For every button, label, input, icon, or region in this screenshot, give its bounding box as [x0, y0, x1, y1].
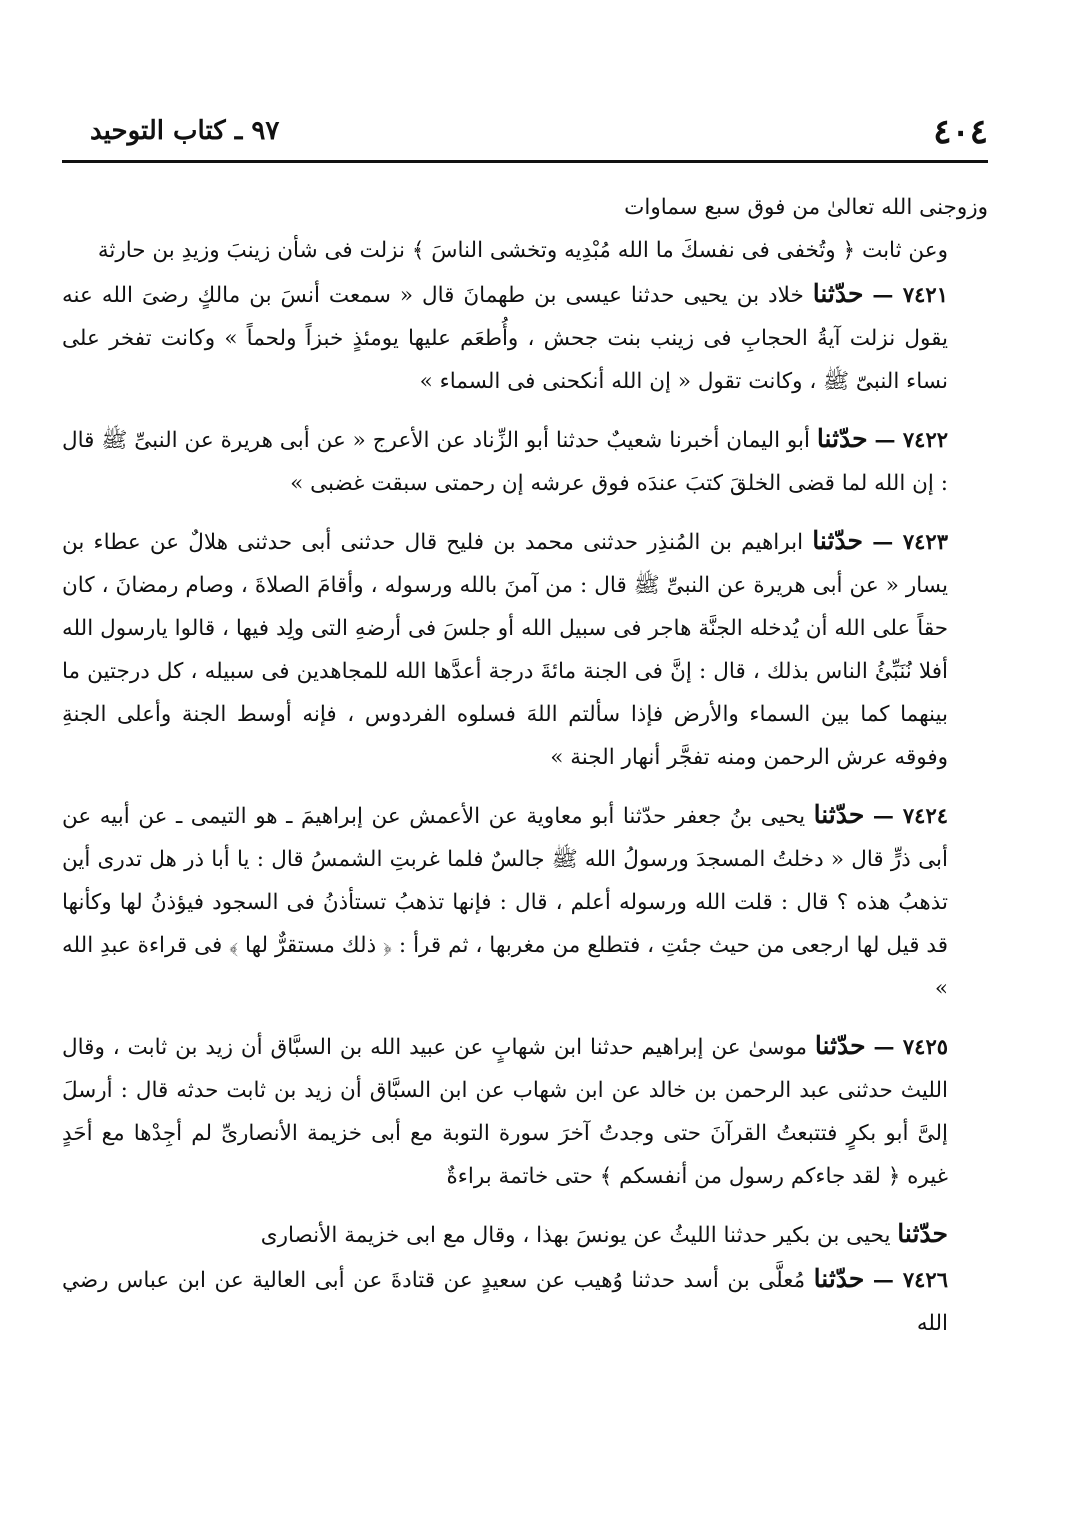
paragraph	[62, 793, 988, 1010]
hadith-number: ٧٤٢٦ —	[872, 1267, 948, 1292]
haddathana-lead: حدّثنا	[814, 1031, 866, 1060]
paragraph-text: ابراهيم بن المُنذِر حدثنى محمد بن فليح قال حدثنى أبى حدثنى هلالٌ عن عطاء بن يسار « عن أبى هريرة عن النبىِّ ﷺ قال : من آمنَ بالله ورسوله ، وأقامَ الصلاةَ ، وصام رمضانَ ، كان حقاً على الله أن يُدخله الجنَّة هاجر فى سبيل الله أو جلسَ فى أرضهِ التى ولِد فيها ، قالوا يارسول الله أفلا نُنَبِّئُ الناس بذلك ، قال : إنَّ فى الجنة مائةَ درجة أعدَّها الله للمجاهدين فى سبيله ، كل درجتين ما بينهما كما بين السماء والأرض فإذا سألتم اللهَ فسلوه الفردوس ، فإنه أوسط الجنة وأعلى الجنةِ وفوقه عرش الرحمن ومنه تفجَّر أنهار الجنة »	[62, 530, 948, 770]
hadith-number: ٧٤٢٤ —	[872, 803, 949, 828]
paragraph	[62, 519, 988, 779]
hadith-number: ٧٤٢٥ —	[873, 1034, 949, 1059]
haddathana-lead: حدّثنا	[816, 424, 868, 453]
page-body	[62, 186, 988, 1345]
paragraph	[62, 417, 988, 505]
paragraph	[62, 186, 988, 229]
book-title: ٩٧ ـ كتاب التوحيد	[90, 116, 280, 146]
paragraph-text: خلاد بن يحيى حدثنا عيسى بن طهمانَ قال « سمعت أنسَ بن مالكٍ رضىَ الله عنه يقول نزلت آيةُ الحجابِ فى زينب بنت جحش ، وأُطعَم عليها يومئذٍ خبزاً ولحماً » وكانت تفخر على نساء النبىّ ﷺ ، وكانت تقول « إن الله أنكحنى فى السماء »	[62, 283, 948, 394]
paragraph-text: يحيى بنُ جعفر حدّثنا أبو معاوية عن الأعمش عن إبراهيمَ ـ هو التيمى ـ عن أبيه عن أبى ذرٍّ قال « دخلتُ المسجدَ ورسولُ الله ﷺ جالسٌ فلما غربتِ الشمسُ قال : يا أبا ذر هل تدرى أين تذهبُ هذه ؟ قال : قلت الله ورسوله أعلم ، قال : فإنها تذهبُ تستأذنُ فى السجود فيؤذنُ لها وكأنها قد قيل لها ارجعى من حيث جئتِ ، فتطلع من مغربها ، ثم قرأ : ﴿ ذلك مستقرٌّ لها ﴾ فى قراءة عبدِ الله »	[62, 804, 948, 1001]
page-number: ٤٠٤	[933, 112, 988, 152]
hadith-number: ٧٤٢٢ —	[874, 427, 949, 452]
haddathana-lead: حدّثنا	[812, 526, 863, 555]
paragraph	[62, 1024, 988, 1198]
paragraph-text: يحيى بن بكير حدثنا الليثُ عن يونسَ بهذا ، وقال مع ابى خزيمة الأنصارى	[260, 1223, 891, 1248]
header-rule	[62, 160, 988, 163]
paragraph-text: وزوجنى الله تعالىٰ من فوق سبع سماوات	[624, 195, 988, 220]
paragraph-text: أبو اليمان أخبرنا شعيبٌ حدثنا أبو الزِّناد عن الأعرج « عن أبى هريرة عن النبىِّ ﷺ قال : إن الله لما قضى الخلقَ كتبَ عندَه فوق عرشه إن رحمتى سبقت غضبى »	[62, 428, 948, 496]
paragraph	[62, 229, 988, 272]
paragraph-text: موسىٰ عن إبراهيم حدثنا ابن شهابٍ عن عبيد الله بن السبَّاق أن زيد بن ثابت ، وقال الليث حدثنى عبد الرحمن بن خالد عن ابن شهاب عن ابن السبَّاق أن زيد بن ثابت حدثه قال : أرسلَ إلىَّ أبو بكرٍ فتتبعتُ القرآنَ حتى وجدتُ آخرَ سورة التوبة مع أبى خزيمة الأنصارىِّ لم أجِدْها مع أحَدٍ غيره ﴿ لقد جاءكم رسول من أنفسكم ﴾ حتى خاتمة براءةٌ	[62, 1035, 948, 1189]
hadith-number: ٧٤٢١ —	[872, 282, 948, 307]
haddathana-lead: حدّثنا	[897, 1219, 948, 1248]
paragraph	[62, 272, 988, 403]
hadith-number: ٧٤٢٣ —	[872, 529, 948, 554]
page-header	[62, 112, 988, 160]
haddathana-lead: حدّثنا	[813, 800, 865, 829]
paragraph-text: مُعلَّى بن أسد حدثنا وُهيب عن سعيدٍ عن قتادةَ عن أبى العالية عن ابن عباس رضي الله	[62, 1268, 948, 1336]
book-page	[62, 112, 988, 1336]
haddathana-lead: حدّثنا	[812, 279, 864, 308]
haddathana-lead: حدّثنا	[813, 1264, 865, 1293]
paragraph	[62, 1257, 988, 1345]
paragraph	[62, 1212, 988, 1257]
paragraph-text: وعن ثابت ﴿ وتُخفى فى نفسكَ ما الله مُبْدِيه وتخشى الناسَ ﴾ نزلت فى شأن زينبَ وزيدِ بن حارثة	[97, 238, 948, 263]
